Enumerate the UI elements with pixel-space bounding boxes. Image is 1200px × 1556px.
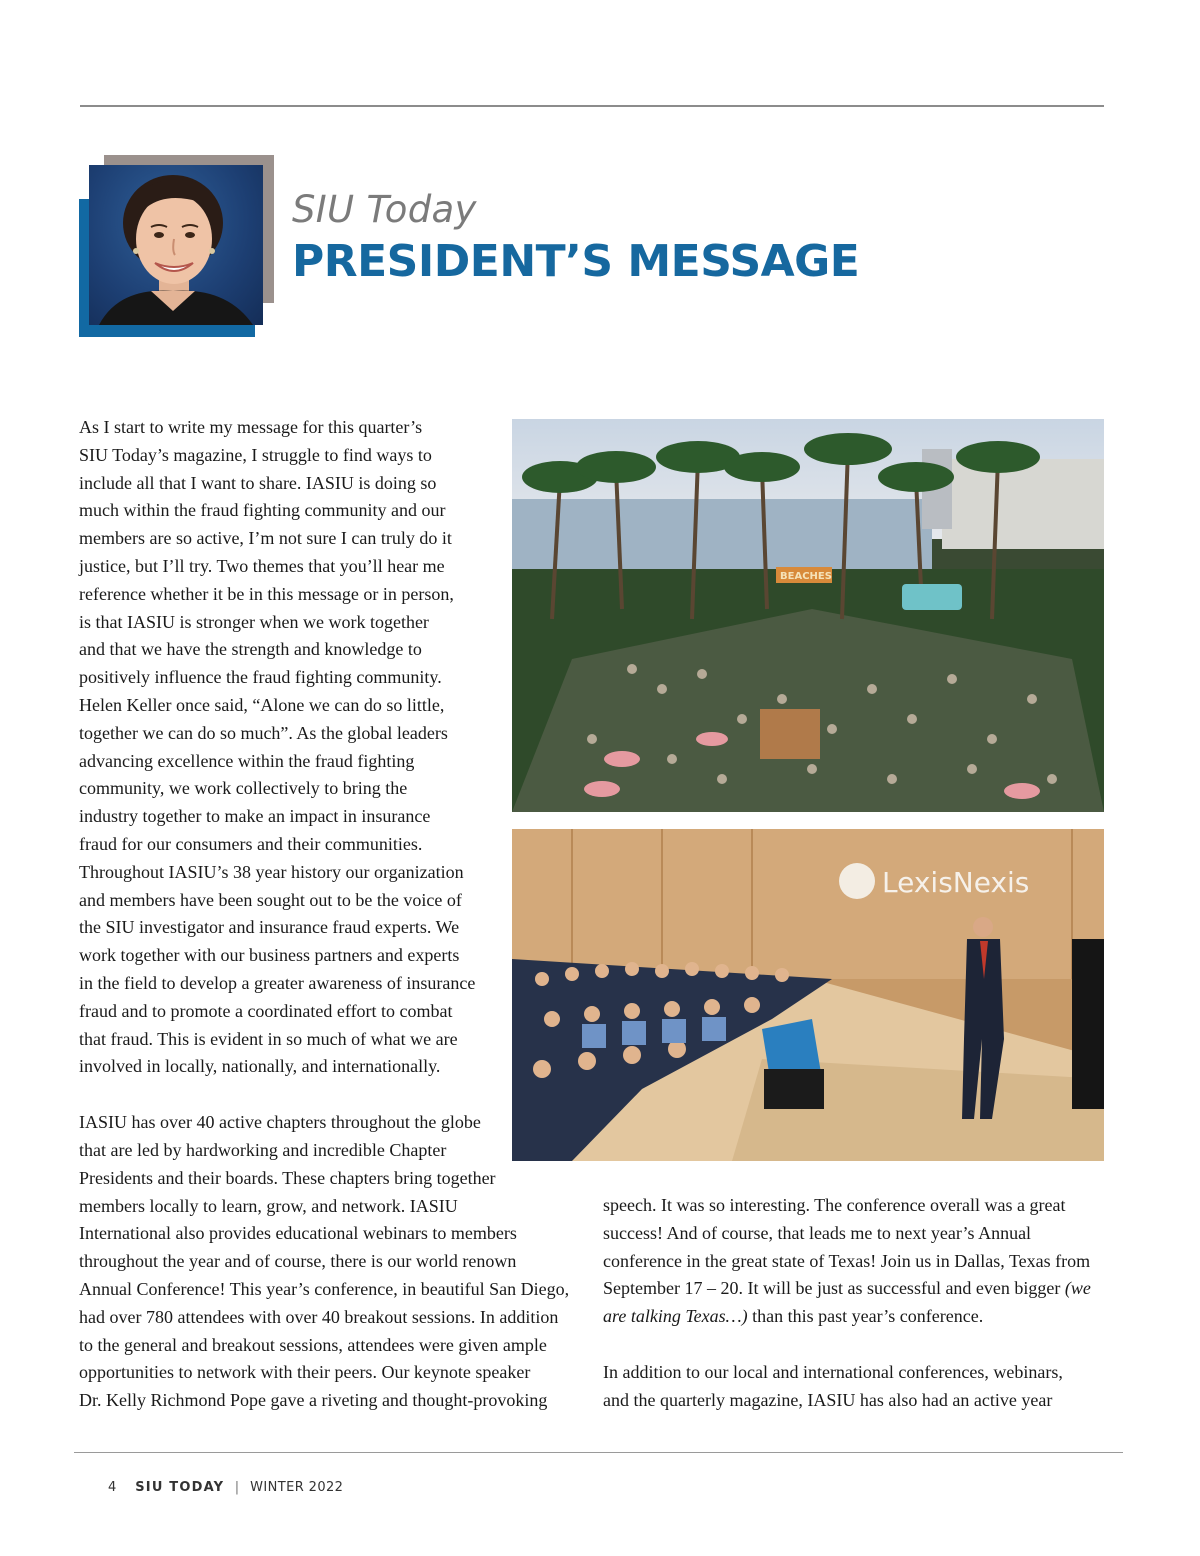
magazine-name: SIU TODAY: [135, 1480, 225, 1495]
page-number: 4: [108, 1480, 117, 1495]
text-line: Annual Conference! This year’s conference, in beautiful San Diego,: [79, 1278, 570, 1299]
text-line: Dr. Kelly Richmond Pope gave a riveting and thought-provoking: [79, 1390, 548, 1411]
top-divider: [80, 105, 1104, 107]
text-line: work together with our business partners and experts: [79, 945, 460, 966]
text-segment: September 17 – 20. It will be just as successful and even bigger: [603, 1278, 1065, 1299]
text-line: include all that I want to share. IASIU is doing so: [79, 472, 437, 493]
text-line: involved in locally, nationally, and internationally.: [79, 1056, 441, 1077]
page-heading: [292, 188, 859, 288]
text-line: conference in the great state of Texas! Join us in Dallas, Texas from: [603, 1250, 1091, 1271]
text-line: IASIU has over 40 active chapters throughout the globe: [79, 1112, 481, 1133]
text-line: International also provides educational webinars to members: [79, 1223, 517, 1244]
text-line: industry together to make an impact in insurance: [79, 806, 431, 827]
text-line: reference whether it be in this message or in person,: [79, 583, 454, 604]
text-line: that fraud. This is evident in so much of what we are: [79, 1028, 458, 1049]
text-segment: than this past year’s conference.: [747, 1306, 984, 1327]
portrait-frame: [79, 155, 275, 337]
text-line: speech. It was so interesting. The conference overall was a great: [603, 1195, 1066, 1215]
text-line: Helen Keller once said, “Alone we can do so little,: [79, 694, 445, 715]
issue-label: WINTER 2022: [250, 1480, 344, 1495]
footer-divider: [74, 1452, 1123, 1453]
text-line: had over 780 attendees with over 40 breakout sessions. In addition: [79, 1306, 559, 1327]
photo-conference-keynote: [512, 829, 1104, 1161]
text-line: [603, 1275, 1091, 1303]
text-line: In addition to our local and international conferences, webinars,: [603, 1361, 1063, 1382]
body-text-left: [79, 414, 569, 1415]
text-line: is that IASIU is stronger when we work together: [79, 611, 429, 632]
text-line: SIU Today’s magazine, I struggle to find ways to: [79, 444, 432, 465]
text-line: to the general and breakout sessions, attendees were given ample: [79, 1334, 547, 1355]
text-line: success! And of course, that leads me to next year’s Annual: [603, 1222, 1032, 1243]
text-line: justice, but I’ll try. Two themes that you’ll hear me: [79, 555, 445, 576]
text-line: positively influence the fraud fighting community.: [79, 667, 442, 688]
text-line: members locally to learn, grow, and network. IASIU: [79, 1195, 458, 1216]
text-line: Presidents and their boards. These chapters bring together: [79, 1167, 496, 1188]
text-line: opportunities to network with their peers. Our keynote speaker: [79, 1362, 531, 1383]
text-line: fraud and to promote a coordinated effort to combat: [79, 1000, 453, 1021]
photo-banner-text: LexisNexis: [882, 866, 1030, 899]
text-line: members are so active, I’m not sure I can truly do it: [79, 528, 452, 549]
text-line: together we can do so much”. As the global leaders: [79, 722, 448, 743]
text-line: throughout the year and of course, there is our world renown: [79, 1251, 517, 1272]
text-line: fraud for our consumers and their communities.: [79, 833, 423, 854]
section-kicker: SIU Today: [292, 188, 477, 231]
text-line: advancing excellence within the fraud fighting: [79, 750, 415, 771]
footer-separator: |: [234, 1480, 240, 1495]
page-footer: [108, 1480, 343, 1495]
text-segment-italic: are talking Texas…): [603, 1306, 748, 1327]
page-title: PRESIDENT’S MESSAGE: [292, 236, 860, 287]
photo-sign-text: BEACHES: [780, 571, 832, 582]
text-line: As I start to write my message for this quarter’s: [79, 417, 423, 437]
text-line: and the quarterly magazine, IASIU has also had an active year: [603, 1389, 1053, 1410]
text-line: the SIU investigator and insurance fraud experts. We: [79, 917, 460, 938]
text-line: that are led by hardworking and incredible Chapter: [79, 1139, 447, 1160]
text-line: in the field to develop a greater awareness of insurance: [79, 972, 476, 993]
text-line: [603, 1303, 1091, 1331]
text-line: and that we have the strength and knowledge to: [79, 639, 422, 660]
photo-outdoor-reception: [512, 419, 1104, 812]
text-line: Throughout IASIU’s 38 year history our organization: [79, 861, 464, 882]
text-line: much within the fraud fighting community and our: [79, 500, 446, 521]
text-line: and members have been sought out to be the voice of: [79, 889, 462, 910]
body-text-right: [603, 1192, 1091, 1415]
text-line: community, we work collectively to bring the: [79, 778, 408, 799]
president-portrait: [89, 165, 263, 325]
text-segment-italic: (we: [1064, 1278, 1091, 1299]
